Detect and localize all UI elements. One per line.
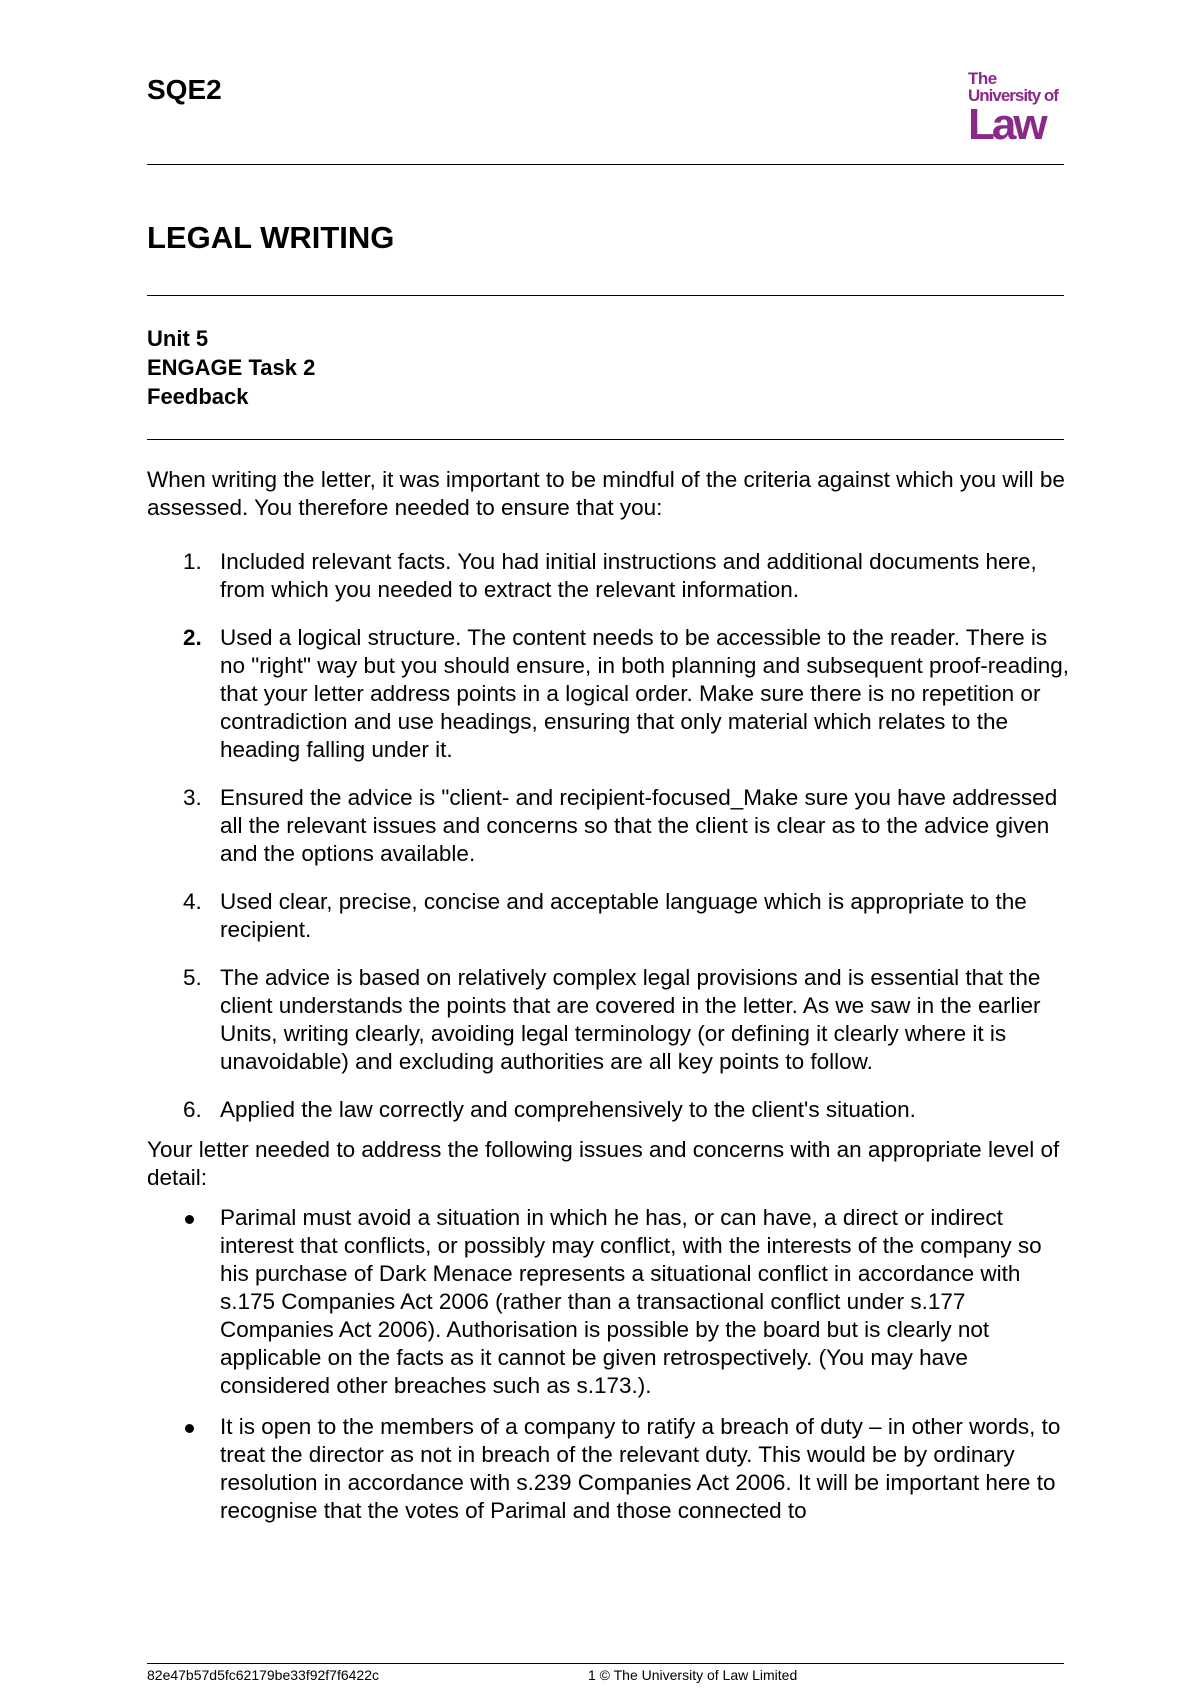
list-item [147,1413,1072,1525]
issues-intro-paragraph: Your letter needed to address the following issues and concerns with an appropriate level of detail: [147,1137,1060,1190]
logo-line-3: Law [968,100,1045,149]
list-item [147,888,1072,944]
item-text: It is open to the members of a company to ratify a breach of duty – in other words, to treat the director as not in breach of the relevant duty. This would be by ordinary resolution in accordance with s.239 Companies Act 2006. It will be important here to recognise that the votes of Parimal and those connected to [220,1414,1061,1523]
unit-number: Unit 5 [147,326,209,351]
unit-divider [147,439,1064,440]
list-item [147,784,1072,868]
item-text: Ensured the advice is "client- and recipient-focused_Make sure you have addressed all the relevant issues and concerns so that the client is clear as to the advice given and the options available. [220,785,1058,866]
footer-divider [147,1663,1064,1664]
unit-info [147,324,315,411]
document-id: 82e47b57d5fc62179be33f92f7f6422c [147,1667,379,1683]
course-code: SQE2 [147,74,222,105]
list-item [147,1204,1072,1400]
feedback-body [147,466,1072,1538]
item-number: 5. [183,965,202,990]
criteria-list [147,548,1072,1124]
list-item [147,624,1072,764]
item-text: Parimal must avoid a situation in which he has, or can have, a direct or indirect interest that conflicts, or possibly may conflict, with the interests of the company so his purchase of Dark Menace represents a situational conflict in accordance with s.175 Companies Act 2006 (rather than a transactional conflict under s.177 Companies Act 2006). Authorisation is possible by the board but is clearly not applicable on the facts as it cannot be given retrospectively. (You may have considered other breaches such as s.173.). [220,1205,1042,1398]
item-text: Used a logical structure. The content needs to be accessible to the reader. There is no "right" way but you should ensure, in both planning and subsequent proof-reading, that your letter address points in a logical order. Make sure there is no repetition or contradiction and use headings, ensuring that only material which relates to the heading falling under it. [220,625,1070,762]
intro-paragraph: When writing the letter, it was important to be mindful of the criteria against which you will be assessed. You therefore needed to ensure that you: [147,467,1065,520]
item-number: 2. [183,625,202,650]
document-title: LEGAL WRITING [147,220,395,255]
bullet-icon [185,1215,194,1224]
item-text: Used clear, precise, concise and acceptable language which is appropriate to the recipient. [220,889,1027,942]
section-name: Feedback [147,384,249,409]
logo-line-2: University of [968,86,1058,105]
title-divider [147,295,1064,296]
list-item [147,964,1072,1076]
university-logo [968,69,1060,149]
item-text: Included relevant facts. You had initial instructions and additional documents here, from which you needed to extract the relevant information. [220,549,1037,602]
item-text: Applied the law correctly and comprehensively to the client's situation. [220,1097,916,1122]
header-divider [147,164,1064,165]
item-text: The advice is based on relatively complex legal provisions and is essential that the client understands the points that are covered in the letter. As we saw in the earlier Units, writing clearly, avoiding legal terminology (or defining it clearly where it is unavoidable) and excluding authorities are all key points to follow. [220,965,1041,1074]
item-number: 6. [183,1097,202,1122]
task-name: ENGAGE Task 2 [147,355,316,380]
item-number: 4. [183,889,202,914]
list-item [147,1096,1072,1124]
item-number: 1. [183,549,202,574]
list-item [147,548,1072,604]
issues-list [147,1204,1072,1525]
page-number-copyright: 1 © The University of Law Limited [588,1667,798,1683]
logo-line-1: The [968,69,997,88]
bullet-icon [185,1424,194,1433]
item-number: 3. [183,785,202,810]
